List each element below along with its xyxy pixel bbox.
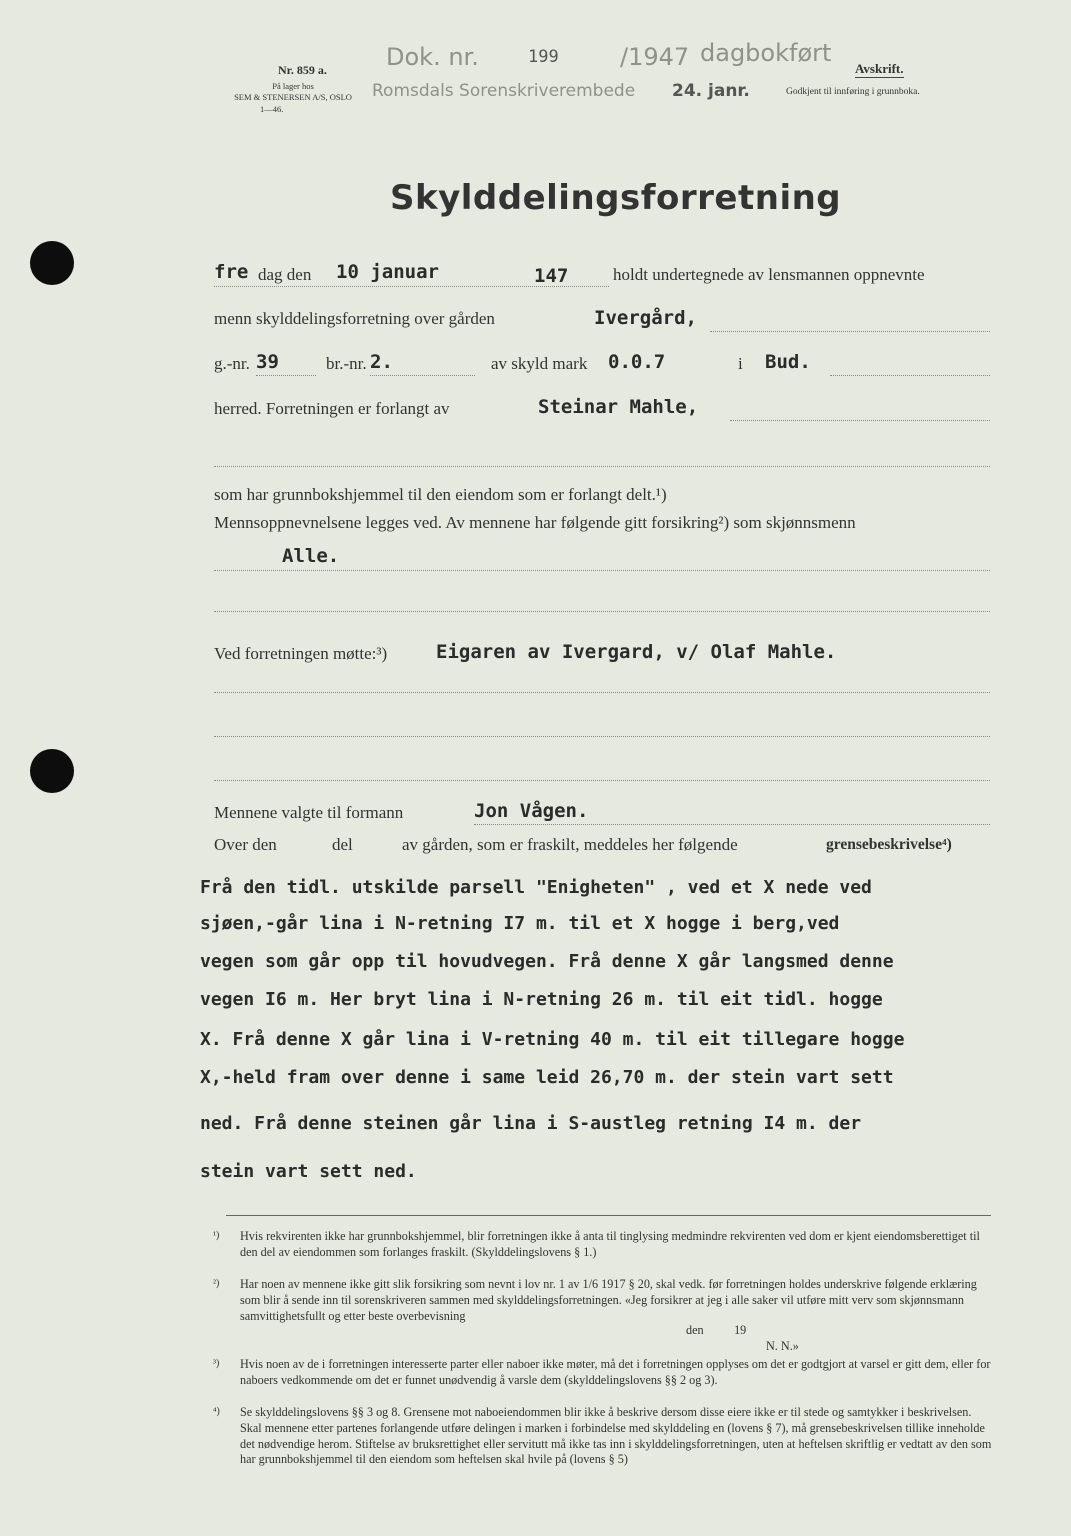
dok-number: 199 [528, 47, 559, 67]
avskrift-label: Avskrift. [855, 62, 904, 78]
del-label: del [332, 835, 353, 854]
line6-text: Mennsoppnevnelsene legges ved. Av mennene har følgende gitt forsikring²) som skjønnsmenn [214, 513, 856, 532]
dotted-line [214, 570, 990, 571]
dag-den-label: dag den [258, 265, 312, 284]
footnote-3: Hvis noen av de i forretningen interesserte parter eller naboer ikke møter, må det i forretningen opplyses om det er godtgjort at varsel er gitt dem, eller for naboers vedkommende om det er funnet unødvendig å varsle dem (skylddelingslovens §§ 2 og 3). [240, 1357, 991, 1387]
footnote-2-signature: N. N.» [766, 1339, 799, 1353]
skyld-label: av skyld mark [491, 354, 588, 373]
description-line: stein vart sett ned. [200, 1161, 417, 1182]
dotted-line [474, 824, 990, 825]
dotted-line [214, 736, 990, 737]
description-line: X,-held fram over denne i same leid 26,70 m. der stein vart sett [200, 1067, 894, 1088]
footnote-1: Hvis rekvirenten ikke har grunnbokshjemmel, blir forretningen ikke å anta til tinglysing medmindre rekvirenten ved dom er kjent eiendomsberettiget til den del av eiendommen som forlanges fraskilt. (Skylddelingslovens § 1.) [240, 1229, 980, 1259]
dotted-line [214, 286, 609, 287]
bnr-label: br.-nr. [326, 354, 367, 373]
footnote-mark: ²) [213, 1278, 220, 1289]
dotted-line [214, 780, 990, 781]
dotted-line [830, 375, 990, 376]
line5-text: som har grunnbokshjemmel til den eiendom som er forlangt delt.¹) [214, 485, 667, 504]
description-line: Frå den tidl. utskilde parsell "Enigheten" , ved et X nede ved [200, 877, 872, 898]
skyld-value: 0.0.7 [608, 351, 666, 373]
line1-text: holdt undertegnede av lensmannen oppnevnte [613, 265, 925, 284]
requested-by: Steinar Mahle, [538, 396, 699, 418]
municipality: Bud. [765, 351, 811, 373]
printer-info [228, 81, 358, 115]
footnote-2-date-line: den 19 [686, 1323, 747, 1337]
attended-value: Eigaren av Ivergard, v/ Olaf Mahle. [436, 641, 837, 663]
dotted-line [256, 375, 316, 376]
description-line: sjøen,-går lina i N-retning I7 m. til et X hogge i berg,ved [200, 913, 840, 934]
description-line: vegen som går opp til hovudvegen. Frå denne X går langsmed denne [200, 951, 894, 972]
dotted-line [214, 611, 990, 612]
i-label: i [738, 354, 743, 373]
dotted-line [370, 375, 475, 376]
stamp-office: Romsdals Sorenskriverembede [372, 81, 636, 101]
dotted-line [214, 466, 990, 467]
printer-line-1: På lager hos [272, 81, 314, 91]
farm-name: Ivergård, [594, 307, 697, 329]
sworn-men: Alle. [282, 545, 340, 567]
dotted-line [730, 420, 990, 421]
chair-value: Jon Vågen. [474, 800, 589, 822]
over-text: av gården, som er fraskilt, meddeles her følgende [402, 835, 738, 854]
form-number: Nr. 859 a. [278, 63, 327, 77]
gnr-value: 39 [256, 351, 279, 373]
stamp-dagbokfort: dagbokført [700, 39, 832, 67]
day-written: fre [214, 261, 249, 283]
footnote-separator [226, 1215, 991, 1216]
attended-label: Ved forretningen møtte:³) [214, 644, 388, 663]
dotted-line [214, 692, 990, 693]
bnr-value: 2. [370, 351, 393, 373]
footnote-4: Se skylddelingslovens §§ 3 og 8. Grensene mot naboeiendommen blir ikke å beskrive dersom disse eiere ikke er til stede og samtykker i beskrivelsen. Skal mennene etter partenes forlangende utføre delingen i marken i forbindelse med skylddeling en (lovens § 7), må grensebeskrivelsen tillike inneholde det nødvendige herom. Stiftelse av bruksrettighet eller servitutt må ikke tas inn i skylddelingsforretningen, uten at heftelsen skriftlig er vedtatt av den som har grunnbokshjemmel til den eiendom som heftelsen skal hvile på (lovens § 5) [240, 1405, 992, 1467]
description-line: vegen I6 m. Her bryt lina i N-retning 26 m. til eit tidl. hogge [200, 989, 883, 1010]
grense-label: grensebeskrivelse⁴) [826, 836, 952, 853]
gnr-label: g.-nr. [214, 354, 250, 373]
stamp-year: /1947 [620, 43, 690, 71]
line4-text: herred. Forretningen er forlangt av [214, 399, 450, 418]
year-written: 147 [534, 265, 569, 287]
chair-label: Mennene valgte til formann [214, 803, 404, 822]
description-line: ned. Frå denne steinen går lina i S-austleg retning I4 m. der [200, 1113, 862, 1134]
punch-hole-top [30, 241, 74, 285]
over-label: Over den [214, 835, 277, 854]
punch-hole-bottom [30, 749, 74, 793]
footnote-mark: ⁴) [213, 1406, 220, 1417]
printer-line-2: SEM & STENERSEN A/S, OSLO [234, 92, 352, 103]
dotted-line [710, 331, 990, 332]
line2-text: menn skylddelingsforretning over gården [214, 309, 495, 328]
description-line: X. Frå denne X går lina i V-retning 40 m. til eit tillegare hogge [200, 1029, 905, 1050]
footnote-mark: ¹) [213, 1230, 220, 1241]
approval-note: Godkjent til innføring i grunnboka. [786, 87, 920, 97]
footnote-2: Har noen av mennene ikke gitt slik forsikring som nevnt i lov nr. 1 av 1/6 1917 § 20, skal vedk. før forretningen holdes underskrive følgende erklæring som blir å sende inn til sorenskriveren sammen med skylddelingsforretningen. «Jeg forsikrer at jeg i alle saker vil utføre mitt verv som skjønnsmann samvittighetsfullt og etter beste overbevisning [240, 1277, 977, 1323]
footnote-mark: ³) [213, 1358, 220, 1369]
document-title: Skylddelingsforretning [390, 178, 842, 218]
stamp-dok-label: Dok. nr. [386, 43, 479, 71]
stamp-date: 24. janr. [672, 81, 750, 101]
printer-line-3: 1—46. [260, 103, 284, 114]
date-written: 10 januar [336, 261, 439, 283]
